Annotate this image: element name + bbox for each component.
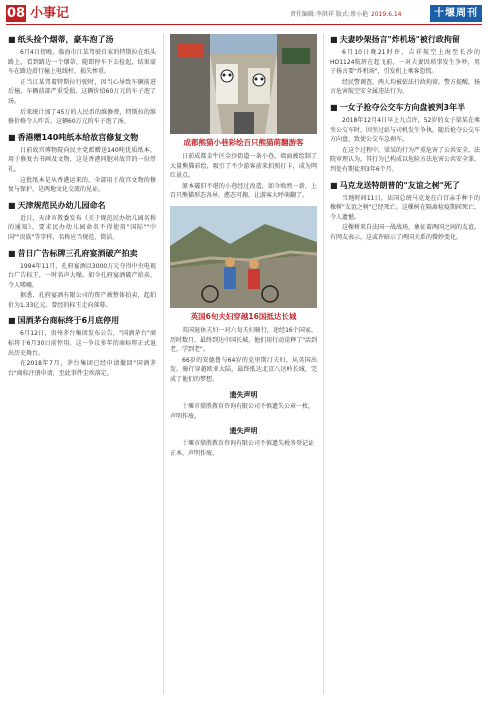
panda-mural-image bbox=[170, 34, 317, 134]
page-header bbox=[0, 0, 488, 26]
article-paragraph: 6月12日，贵州茅台集团发布公告，"国酒茅台"商标将于6月30日前停用。这一争议多年的商标将正式退出历史舞台。 bbox=[8, 330, 156, 357]
article bbox=[8, 132, 156, 195]
notice-title: 遗失声明 bbox=[229, 427, 258, 436]
notice-text: 十堰市鼎胜教育咨询有限公司不慎遗失公章一枚，声明作废。 bbox=[170, 403, 315, 420]
article-paragraph: 2018年12月4日早上九点许，52岁的女子梁某在乘坐公交车时，因坐过站与司机发生争执，随后抢夺公交车方向盘，致使公交车急刹车。 bbox=[330, 116, 480, 144]
article-paragraph: 日前成都金牛区金沙街道一条小巷，墙面被绘制了大量熊猫彩绘，吸引了不少游客前来拍照打卡，成为网红景点。 bbox=[170, 153, 317, 180]
article-paragraph: 66岁的安德鲁与64岁的克里斯汀夫妇，从英国出发，骑行穿越欧亚大陆，最终抵达北京八达岭长城，完成了他们的梦想。 bbox=[170, 356, 317, 383]
middle-column bbox=[170, 34, 317, 458]
article bbox=[8, 315, 156, 378]
editor-names: 责任编辑:李洪祥 版式:蔡小艳 bbox=[290, 11, 368, 18]
article-paragraph: 近日，天津市教委发布《关于规范民办幼儿园名称的通知》，要求民办幼儿园命名不得使用"国际""中国""贵族"等字样，名称应当规范、简洁。 bbox=[8, 214, 156, 241]
article-paragraph: 在这个过程中，梁某的行为严重危害了公共安全。法院审理认为，其行为已构成以危险方法危害公共安全罪，判处有期徒刑3年6个月。 bbox=[330, 146, 480, 173]
cyclists-great-wall-image bbox=[170, 206, 317, 308]
article bbox=[8, 248, 156, 311]
article-paragraph: 6月4日傍晚，临海市江某驾驶自家的特斯拉在纸头路上，看到路边一个烟蒂，随即停车下去捡起，结果豪车在路边滑行撞上电线杆，损失惨重。 bbox=[8, 49, 156, 76]
issue-number: 08 bbox=[6, 6, 26, 21]
article bbox=[8, 200, 156, 243]
header-rule bbox=[6, 24, 482, 25]
article-paragraph: 正当江某驾着特斯拉行驶时，因当心导致车辆前进后撞，车辆前部严重受损，这辆价值60万元的车子泡了汤。 bbox=[8, 78, 156, 105]
article-title: ■ 一女子抢夺公交车方向盘被判3年半 bbox=[330, 102, 466, 112]
column-divider bbox=[323, 34, 324, 694]
article bbox=[330, 34, 480, 97]
notice-title: 遗失声明 bbox=[229, 390, 258, 399]
notice-text: 十堰市鼎胜教育咨询有限公司不慎遗失税务登记证正本，声明作废。 bbox=[170, 439, 315, 457]
article-paragraph: 1994年11月，孔府宴酒以3000万元夺得中央电视台广告标王，一时名声大噪。如今孔府宴酒破产拍卖，令人唏嘘。 bbox=[8, 262, 156, 289]
article bbox=[330, 102, 480, 175]
article-paragraph: 日前故宫博物院向民主党派赠送140吨优质纸本，用于修复古书画及文物，这是香港同胞对故宫的一份厚礼。 bbox=[8, 146, 156, 173]
article-title: ■ 香港赠140吨纸本给故宫修复文物 bbox=[8, 132, 139, 142]
column-divider bbox=[163, 34, 164, 694]
photo-caption: 英国6旬夫妇穿越16国抵达长城 bbox=[190, 311, 297, 321]
panda-alley-photo bbox=[170, 34, 317, 134]
editor-credits bbox=[290, 9, 402, 18]
article-title: ■ 国酒茅台商标终于6月底停用 bbox=[8, 316, 120, 326]
article-title: ■ 纸头捡个烟蒂，豪车泡了汤 bbox=[8, 35, 114, 44]
article-title: ■ 昔日广告标牌三孔府宴酒破产拍卖 bbox=[8, 248, 138, 258]
article bbox=[330, 180, 480, 243]
article-title: ■ 夫妻吵架扬言"炸机场"被行政拘留 bbox=[330, 35, 460, 44]
left-column bbox=[8, 34, 156, 379]
article-paragraph: 原本破旧不堪的小巷经过改造，如今焕然一新，上百只熊猫形态各异、憨态可掬，让游客大呼萌翻了。 bbox=[170, 182, 317, 200]
article-paragraph: 在2018年7月，茅台集团已经申请撤回"国酒茅台"商标注册申请，至此事件尘埃落定。 bbox=[8, 360, 156, 377]
article-paragraph: 6月10日晚21时许，吉祥航空上海至长沙的HO1124航班在起飞前，一对夫妻因琐事发生争吵，男子扬言要"炸机场"，引发机上乘客恐慌。 bbox=[330, 49, 480, 76]
great-wall-photo bbox=[170, 206, 317, 308]
article-paragraph: 经民警调查，两人均被依法行政拘留。警方提醒，扬言危害航空安全属违法行为。 bbox=[330, 78, 480, 96]
article-paragraph: 当地时间11日，法国总统马克龙在白宫亲手种下的橡树"友谊之树"已经死亡。这棵树在隔离检疫期间死亡，令人遗憾。 bbox=[330, 194, 480, 221]
right-column bbox=[330, 34, 480, 244]
photo-caption: 成都熊猫小巷彩绘百只熊猫萌翻游客 bbox=[183, 138, 304, 147]
article bbox=[8, 34, 156, 127]
article-paragraph: 英国退休夫妇一对六旬夫妇骑行，途经16个国家，历时数月，最终到达中国长城，他们用行动诠释了"活到老，学到老"。 bbox=[170, 326, 317, 354]
masthead-logo: 十堰周刊 bbox=[430, 5, 482, 22]
article-paragraph: 这批纸本是从香港运来的，全部用于故宫文物的修复与保护，是两地文化交流的见证。 bbox=[8, 176, 156, 194]
article-title: ■ 天津规范民办幼儿园命名 bbox=[8, 200, 106, 210]
article-paragraph: 据悉，孔府宴酒有限公司的资产被整体拍卖，起拍价为1.33亿元。曾经的标王走向落幕。 bbox=[8, 292, 156, 309]
issue-date: 2019.6.14 bbox=[370, 11, 402, 18]
article-title: ■ 马克龙送特朗普的"友谊之树"死了 bbox=[330, 180, 460, 190]
article-paragraph: 这棵树来自法国一战战场，象征着两国之间的友谊。有网友表示，这或许暗示了两国关系的微妙变化。 bbox=[330, 224, 480, 241]
article-paragraph: 后来统计加了45万的人民币的维修费，特斯拉的维修价格令人咋舌。这辆60万元的车子泡了汤。 bbox=[8, 108, 156, 126]
section-title: 小事记 bbox=[30, 6, 70, 21]
